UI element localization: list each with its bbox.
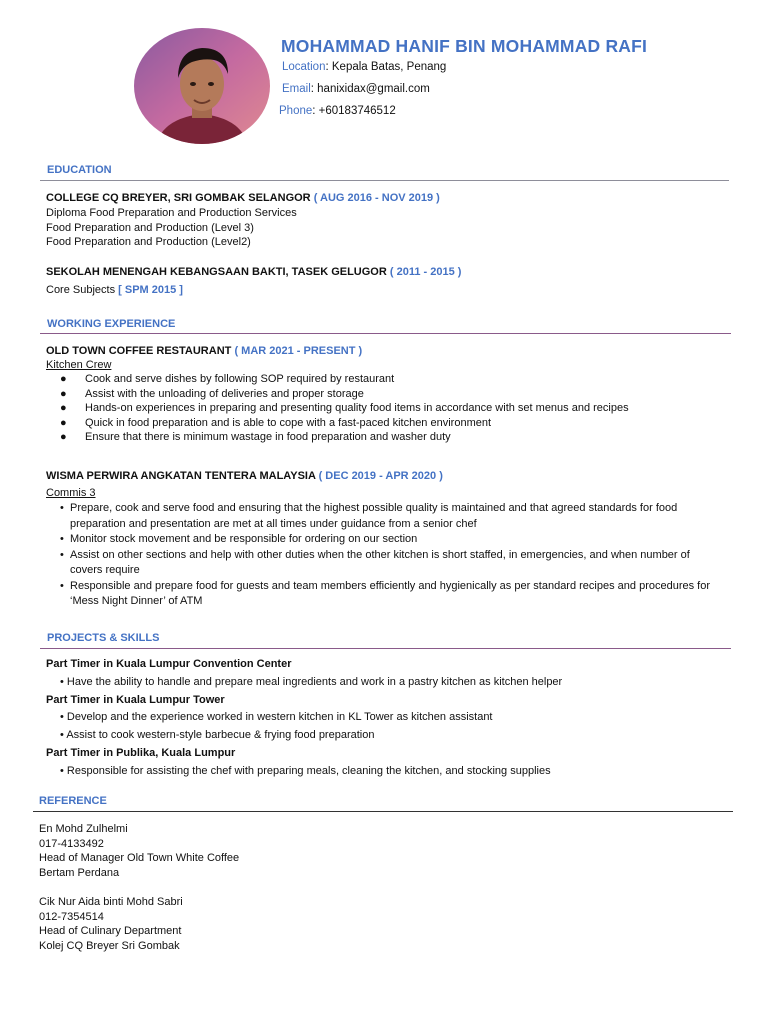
project-heading: Part Timer in Kuala Lumpur Tower <box>46 694 225 706</box>
bullet-text: Assist with the unloading of deliveries and proper storage <box>85 387 364 400</box>
email-line: Email: hanixidax@gmail.com <box>282 83 430 95</box>
job-period: ( DEC 2019 - APR 2020 ) <box>318 470 443 482</box>
list-item <box>48 430 724 445</box>
bullet-icon: • <box>60 711 64 723</box>
list-item <box>60 710 493 725</box>
job-1-heading <box>46 344 362 359</box>
education-school: SEKOLAH MENENGAH KEBANGSAAN BAKTI, TASEK GELUGOR <box>46 266 387 278</box>
reference-location: Kolej CQ Breyer Sri Gombak <box>39 939 180 952</box>
reference-name: En Mohd Zulhelmi <box>39 823 128 835</box>
bullet-text: Quick in food preparation and is able to cope with a fast-paced kitchen environment <box>85 416 492 429</box>
bullet-icon: • <box>60 533 64 545</box>
core-subjects-line <box>46 283 183 298</box>
education-title: EDUCATION <box>47 164 112 176</box>
bullet-icon: • <box>60 765 64 777</box>
education-divider <box>40 180 729 181</box>
job-period: ( MAR 2021 - PRESENT ) <box>234 345 363 357</box>
job-company: OLD TOWN COFFEE RESTAURANT <box>46 345 232 357</box>
bullet-icon: ● <box>60 416 67 429</box>
list-item <box>48 416 724 431</box>
bullet-icon: • <box>60 502 64 514</box>
location-label: Location <box>282 61 326 73</box>
reference-name: Cik Nur Aida binti Mohd Sabri <box>39 896 183 908</box>
bullet-text: Assist to cook western-style barbecue & frying food preparation <box>66 729 375 741</box>
education-entry-2-heading <box>46 265 461 280</box>
profile-photo <box>134 28 270 144</box>
phone-label: Phone <box>279 105 313 117</box>
bullet-text: Have the ability to handle and prepare meal ingredients and work in a pastry kitchen as kitchen helper <box>66 676 563 688</box>
projects-divider <box>40 648 731 649</box>
education-period: ( 2011 - 2015 ) <box>389 266 462 278</box>
list-item <box>60 728 374 743</box>
list-item <box>48 401 724 416</box>
experience-divider <box>40 333 731 334</box>
email-label: Email <box>282 83 311 95</box>
bullet-text: Hands-on experiences in preparing and presenting quality food items in accordance with set menus and recipes <box>85 402 629 414</box>
job-role: Kitchen Crew <box>46 359 112 371</box>
bullet-icon: ● <box>60 387 67 400</box>
bullet-text: Ensure that there is minimum wastage in food preparation and washer duty <box>85 431 451 443</box>
project-heading: Part Timer in Kuala Lumpur Convention Center <box>46 658 292 670</box>
job-role: Commis 3 <box>46 487 96 499</box>
location-value: Kepala Batas, Penang <box>331 61 447 73</box>
bullet-text: Monitor stock movement and be responsible for ordering on our section <box>70 533 418 545</box>
list-item <box>60 548 724 579</box>
reference-phone: 017-4133492 <box>39 837 104 850</box>
core-subjects-label: Core Subjects <box>46 284 116 296</box>
experience-title: WORKING EXPERIENCE <box>47 318 176 330</box>
list-item <box>60 764 551 779</box>
reference-position: Head of Culinary Department <box>39 925 182 937</box>
education-school: COLLEGE CQ BREYER, SRI GOMBAK SELANGOR <box>46 192 311 204</box>
bullet-icon: ● <box>60 373 67 385</box>
job-2-bullet-list <box>60 501 724 610</box>
reference-phone: 012-7354514 <box>39 910 104 923</box>
education-entry-1-heading <box>46 191 440 206</box>
list-item <box>60 675 562 690</box>
email-value[interactable]: hanixidax@gmail.com <box>317 83 430 95</box>
reference-person-1 <box>39 822 239 880</box>
bullet-text: Develop and the experience worked in western kitchen in KL Tower as kitchen assistant <box>66 711 493 723</box>
bullet-text: Assist on other sections and help with other duties when the other kitchen is short staffed, in emergencies, and when number of covers require <box>70 548 690 576</box>
bullet-icon: • <box>60 729 64 741</box>
bullet-text: Responsible and prepare food for guests and team members efficiently and hygienically as per standard recipes and procedures for ‘Mess Night Dinner’ of ATM <box>70 579 710 607</box>
bullet-icon: ● <box>60 431 67 443</box>
reference-divider <box>33 811 733 812</box>
job-company: WISMA PERWIRA ANGKATAN TENTERA MALAYSIA <box>46 470 316 482</box>
education-line: Food Preparation and Production (Level 3) <box>46 222 254 234</box>
bullet-icon: • <box>60 548 64 561</box>
project-heading: Part Timer in Publika, Kuala Lumpur <box>46 747 236 759</box>
bullet-text: Cook and serve dishes by following SOP required by restaurant <box>85 373 395 385</box>
profile-photo-image <box>134 28 270 144</box>
phone-value: +60183746512 <box>318 105 396 117</box>
core-subjects-value: [ SPM 2015 ] <box>118 284 183 296</box>
education-period: ( AUG 2016 - NOV 2019 ) <box>313 192 440 204</box>
bullet-text: Responsible for assisting the chef with preparing meals, cleaning the kitchen, and stocking supplies <box>66 765 551 777</box>
job-1-bullet-list <box>48 372 724 445</box>
candidate-name: MOHAMMAD HANIF BIN MOHAMMAD RAFI <box>281 36 648 56</box>
location-line: Location: Kepala Batas, Penang <box>282 61 447 73</box>
bullet-icon: • <box>60 676 64 688</box>
reference-position: Head of Manager Old Town White Coffee <box>39 852 240 864</box>
list-item <box>60 579 724 610</box>
phone-line: Phone: +60183746512 <box>279 105 396 117</box>
bullet-text: Prepare, cook and serve food and ensuring that the highest possible quality is maintained and that agreed standards for food preparation and presentation are met at all times under guidance from a senior chef <box>70 502 678 530</box>
bullet-icon: ● <box>60 402 67 414</box>
reference-person-2 <box>39 895 183 953</box>
bullet-icon: • <box>60 579 64 592</box>
job-2-heading <box>46 469 443 484</box>
education-line: Diploma Food Preparation and Production Services <box>46 207 297 219</box>
reference-title: REFERENCE <box>39 795 107 807</box>
list-item <box>48 372 724 387</box>
projects-title: PROJECTS & SKILLS <box>47 632 160 644</box>
reference-location: Bertam Perdana <box>39 866 120 879</box>
list-item <box>60 532 724 548</box>
list-item <box>48 387 724 402</box>
list-item <box>60 501 724 532</box>
education-line: Food Preparation and Production (Level2) <box>46 236 251 248</box>
